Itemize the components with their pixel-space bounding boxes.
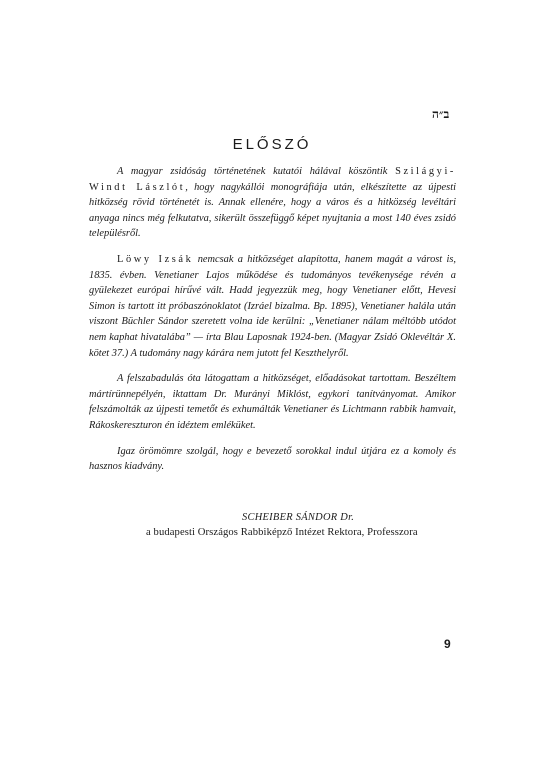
paragraph-1-prefix: A magyar zsidóság történetének kutatói hálával köszöntik xyxy=(117,166,396,177)
paragraph-2-text: nemcsak a hitközséget alapította, hanem magát a várost is, 1835. évben. Venetianer Lajos működése és tudományos tevékenysége révén a gyülekezet európai hírűvé vált. Hadd jegyezzük meg, hogy Venetianer előtt, Hevesi Simon is tartott itt próbaszónoklatot (Izráel bizalma. Bp. 1895), Venetianer halála után viszont Büchler Sándor szeretett volna ide kerülni: „Venetianer nálam méltóbb utódot nem kaphat hivatalába” — írta Blau Laposnak 1924-ben. (Magyar Zsidó Oklevéltár X. kötet 37.) A tudomány nagy kárára nem jutott fel Keszthelyről. xyxy=(89,253,456,359)
paragraph-4: Igaz örömömre szolgál, hogy e bevezető sorokkal indul útjára ez a komoly és hasznos kiadvány. xyxy=(89,445,456,473)
paragraph-1 xyxy=(89,164,456,242)
page-title: ELŐSZÓ xyxy=(232,136,312,153)
founder-name-spaced: Löwy Izsák xyxy=(117,253,194,265)
signature-affiliation: a budapesti Országos Rabbiképző Intézet Rektora, Professzora xyxy=(146,527,418,538)
page-number: 9 xyxy=(444,637,451,651)
preface-body xyxy=(89,164,456,485)
author-name-spaced: Szilágyi-Windt Lászlót xyxy=(89,166,456,193)
paragraph-2 xyxy=(89,252,456,361)
paragraph-3: A felszabadulás óta látogattam a hitközséget, előadásokat tartottam. Beszéltem mártírünnepélyén, iktattam Dr. Murányi Miklóst, egykori tanítványomat. Amikor felszámolták az újpesti temetőt és exhumálták Venetianer és Lichtmann rabbik hamvait, Rákoskereszturon én idéztem emléküket. xyxy=(89,373,456,431)
signature-name: SCHEIBER SÁNDOR Dr. xyxy=(242,512,355,523)
hebrew-header-mark: ב״ה xyxy=(432,107,450,121)
paragraph-1-text: , hogy nagykállói monográfiája után, elkészítette az újpesti hitközség rövid történetét is. Annak ellenére, hogy a város és a hitközség levéltári anyaga nincs még felkutatva, sikerült összefüggő képet nyujtania a most 140 éves zsidó településről. xyxy=(89,181,456,240)
